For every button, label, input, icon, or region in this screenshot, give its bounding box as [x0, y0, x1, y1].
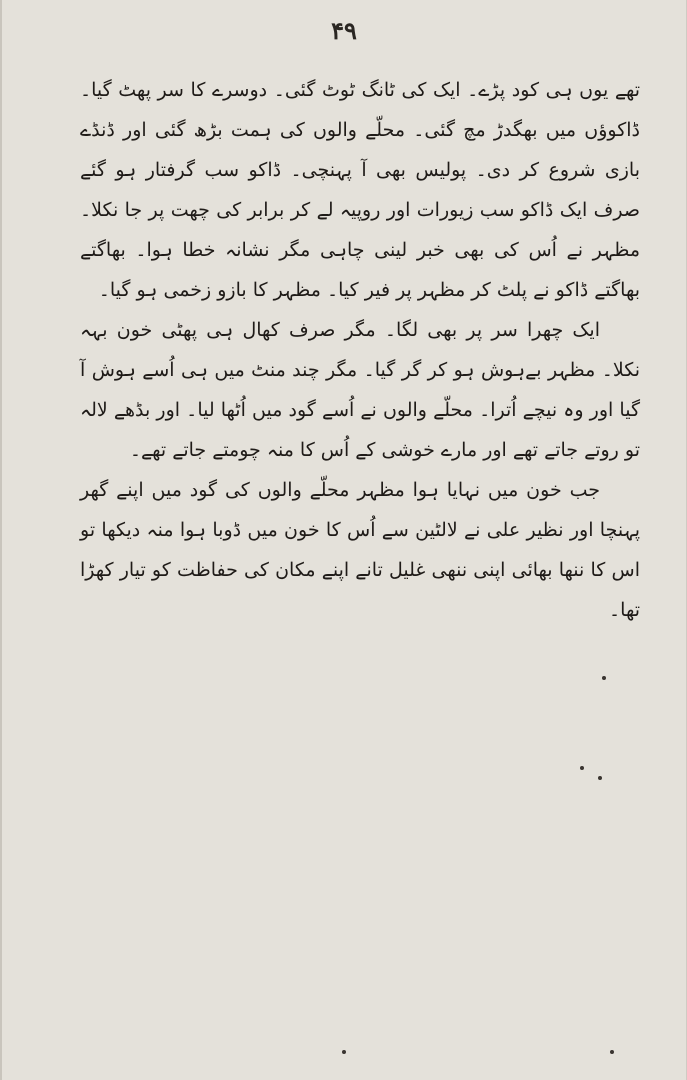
page-body-text [80, 70, 640, 630]
paragraph-3: جب خون میں نہایا ہوا مظہر محلّے والوں کی گود میں اپنے گھر پہنچا اور نظیر علی نے لالٹین سے اُس کا خون میں ڈوبا ہوا منہ دیکھا تو اس کا ننھا بھائی اپنی ننھی غلیل تانے اپنے مکان کی حفاظت کو تیار کھڑا تھا۔ [80, 479, 640, 621]
paragraph-1: تھے یوں ہی کود پڑے۔ ایک کی ٹانگ ٹوٹ گئی۔ دوسرے کا سر پھٹ گیا۔ ڈاکوؤں میں بھگدڑ مچ گئی۔ محلّے والوں کی ہمت بڑھ گئی اور ڈنڈے بازی شروع کر دی۔ پولیس بھی آ پہنچی۔ ڈاکو سب گرفتار ہو گئے صرف ایک ڈاکو سب زیورات اور روپیہ لے کر برابر کی چھت پر جا نکلا۔ مظہر نے اُس کی بھی خبر لینی چاہی مگر نشانہ خطا ہوا۔ بھاگتے بھاگتے ڈاکو نے پلٹ کر مظہر پر فیر کیا۔ مظہر کا بازو زخمی ہو گیا۔ [80, 79, 640, 301]
ink-speck [598, 776, 602, 780]
paragraph-2: ایک چھرا سر پر بھی لگا۔ مگر صرف کھال ہی پھٹی خون بہہ نکلا۔ مظہر بےہوش ہو کر گر گیا۔ مگر چند منٹ میں ہی اُسے ہوش آ گیا اور وہ نیچے اُترا۔ محلّے والوں نے اُسے گود میں اُٹھا لیا۔ اور بڈھے لالہ تو روتے جاتے تھے اور مارے خوشی کے اُس کا منہ چومتے جاتے تھے۔ [80, 319, 640, 461]
ink-speck [580, 766, 584, 770]
ink-speck [342, 1050, 346, 1054]
ink-speck [602, 676, 606, 680]
page-number: ۴۹ [331, 16, 357, 45]
ink-speck [610, 1050, 614, 1054]
